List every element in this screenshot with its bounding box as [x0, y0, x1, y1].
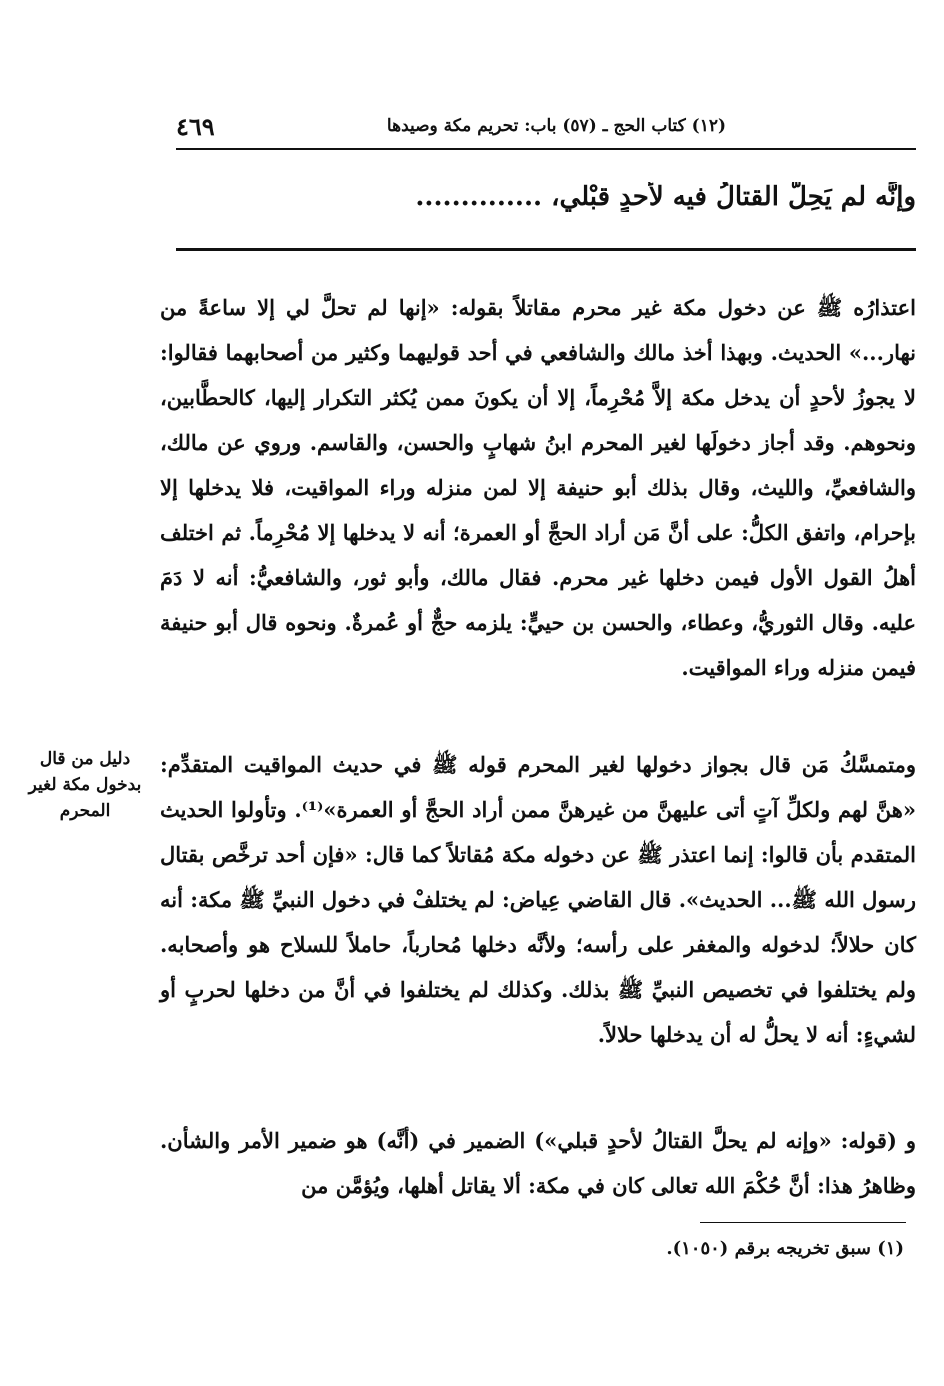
hadith-divider	[176, 248, 916, 251]
running-header	[176, 112, 916, 146]
footnote: (١) سبق تخريجه برقم (١٠٥٠).	[666, 1238, 904, 1259]
margin-note: دليل من قال بدخول مكة لغير المحرم	[28, 749, 142, 821]
commentary-paragraph-3: و (قوله: «وإنه لم يحلَّ القتالُ لأحدٍ قبلي») الضمير في (أنَّه) هو ضمير الأمر والشأن. وظاهرُ هذا: أنَّ حُكْمَ الله تعالى كان في مكة: ألا يقاتل أهلها، ويُؤمَّن من	[160, 1128, 916, 1198]
commentary-paragraph-2: ومتمسَّكُ مَن قال بجواز دخولها لغير المحرم قوله ﷺ في حديث المواقيت المتقدِّم: «هنَّ لهم ولكلِّ آتٍ أتى عليهنَّ من غيرهنَّ ممن أراد الحجَّ أو العمرة»⁽¹⁾. وتأولوا الحديث المتقدم بأن قالوا: إنما اعتذر ﷺ عن دخوله مكة مُقاتلاً كما قال: «فإن أحد ترخَّص بقتال رسول الله ﷺ... الحديث». قال القاضي عِياض: لم يختلفْ في دخول النبيِّ ﷺ مكة: أنه كان حلالاً؛ لدخوله والمغفر على رأسه؛ ولأنَّه دخلها مُحارباً، حاملاً للسلاح هو وأصحابه. ولم يختلفوا في تخصيص النبيِّ ﷺ بذلك. وكذلك لم يختلفوا في أنَّ من دخلها لحربٍ أو لشيءٍ: أنه لا يحلُّ له أن يدخلها حلالاً.	[160, 752, 916, 1047]
page-number: ٤٦٩	[176, 112, 215, 141]
commentary-paragraph-1: اعتذارُه ﷺ عن دخول مكة غير محرم مقاتلاً بقوله: «إنها لم تحلَّ لي إلا ساعةً من نهار...» الحديث. وبهذا أخذ مالك والشافعي في أحد قوليهما وكثير من أصحابهما فقالوا: لا يجوزُ لأحدٍ أن يدخل مكة إلاَّ مُحْرِماً، إلا أن يكونَ ممن يُكثر التكرار إليها، كالحطَّابين، ونحوهم. وقد أجاز دخولَها لغير المحرم ابنُ شهابٍ والحسن، والقاسم. وروي عن مالك، والشافعيِّ، والليث، وقال بذلك أبو حنيفة إلا لمن منزله وراء المواقيت، فلا يدخلها إلا بإحرام، واتفق الكلُّ: على أنَّ مَن أراد الحجَّ أو العمرة؛ أنه لا يدخلها إلا مُحْرِماً. ثم اختلف أهلُ القول الأول فيمن دخلها غير محرم. فقال مالك، وأبو ثور، والشافعيُّ: أنه لا دَمَ عليه. وقال الثوريُّ، وعطاء، والحسن بن حييٍّ: يلزمه حجٌّ أو عُمرةٌ. ونحوه قال أبو حنيفة فيمن منزله وراء المواقيت.	[160, 295, 916, 680]
footnote-divider	[700, 1222, 906, 1223]
hadith-text: وإنَّه لم يَحِلَّ القتالُ فيه لأحدٍ قبْلي، ..............	[415, 182, 916, 212]
chapter-title: (١٢) كتاب الحج ـ (٥٧) باب: تحريم مكة وصيدها	[386, 116, 726, 136]
header-divider	[176, 148, 916, 150]
